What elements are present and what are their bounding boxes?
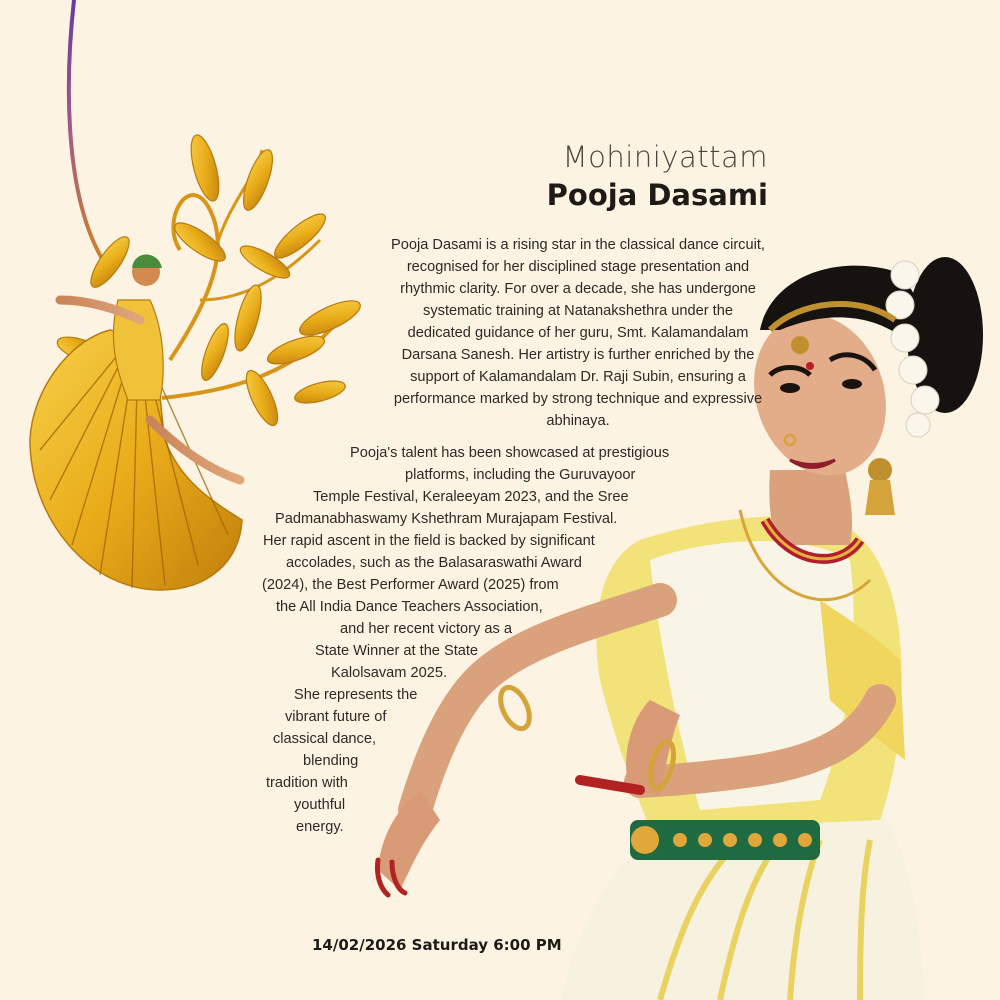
artist-name-title: Pooja Dasami: [546, 178, 768, 212]
dance-form-title: Mohiniyattam: [562, 140, 768, 174]
bio-line: classical dance,: [273, 731, 377, 747]
event-datetime: 14/02/2026 Saturday 6:00 PM: [312, 936, 562, 954]
bio-paragraph-2: [0, 442, 700, 838]
bio-line: and her recent victory as a: [340, 621, 512, 637]
bio-line: She represents the: [294, 687, 418, 703]
bio-line: Pooja's talent has been showcased at prestigious: [350, 445, 670, 461]
bio-line: accolades, such as the Balasaraswathi Award: [286, 555, 582, 571]
bio-paragraph-1: Pooja Dasami is a rising star in the classical dance circuit, recognised for her disciplined stage presentation and rhythmic clarity. For over a decade, she has undergone systematic training at Natanakshethra under the dedicated guidance of her guru, Smt. Kalamandalam Darsana Sanesh. Her artistry is further enriched by the support of Kalamandalam Dr. Raji Subin, ensuring a performance marked by strong technique and expressive abhinaya.: [391, 237, 765, 429]
bio-line: blending: [303, 753, 359, 769]
bio-line: platforms, including the Guruvayoor: [405, 467, 636, 483]
bio-line: energy.: [296, 819, 344, 835]
thread-line: [69, 0, 104, 262]
bio-line: Temple Festival, Keraleeyam 2023, and the Sree: [313, 489, 629, 505]
bio-line: State Winner at the State: [315, 643, 479, 659]
bio-line: vibrant future of: [285, 709, 387, 725]
bio-line: Kalolsavam 2025.: [331, 665, 448, 681]
bio-line: Her rapid ascent in the field is backed by significant: [263, 533, 595, 549]
bio-line: the All India Dance Teachers Association,: [276, 599, 543, 615]
bio-line: (2024), the Best Performer Award (2025) from: [262, 577, 559, 593]
bio-line: tradition with: [266, 775, 348, 791]
bio-line: Padmanabhaswamy Kshethram Murajapam Festival.: [275, 511, 618, 527]
bio-line: youthful: [294, 797, 346, 813]
